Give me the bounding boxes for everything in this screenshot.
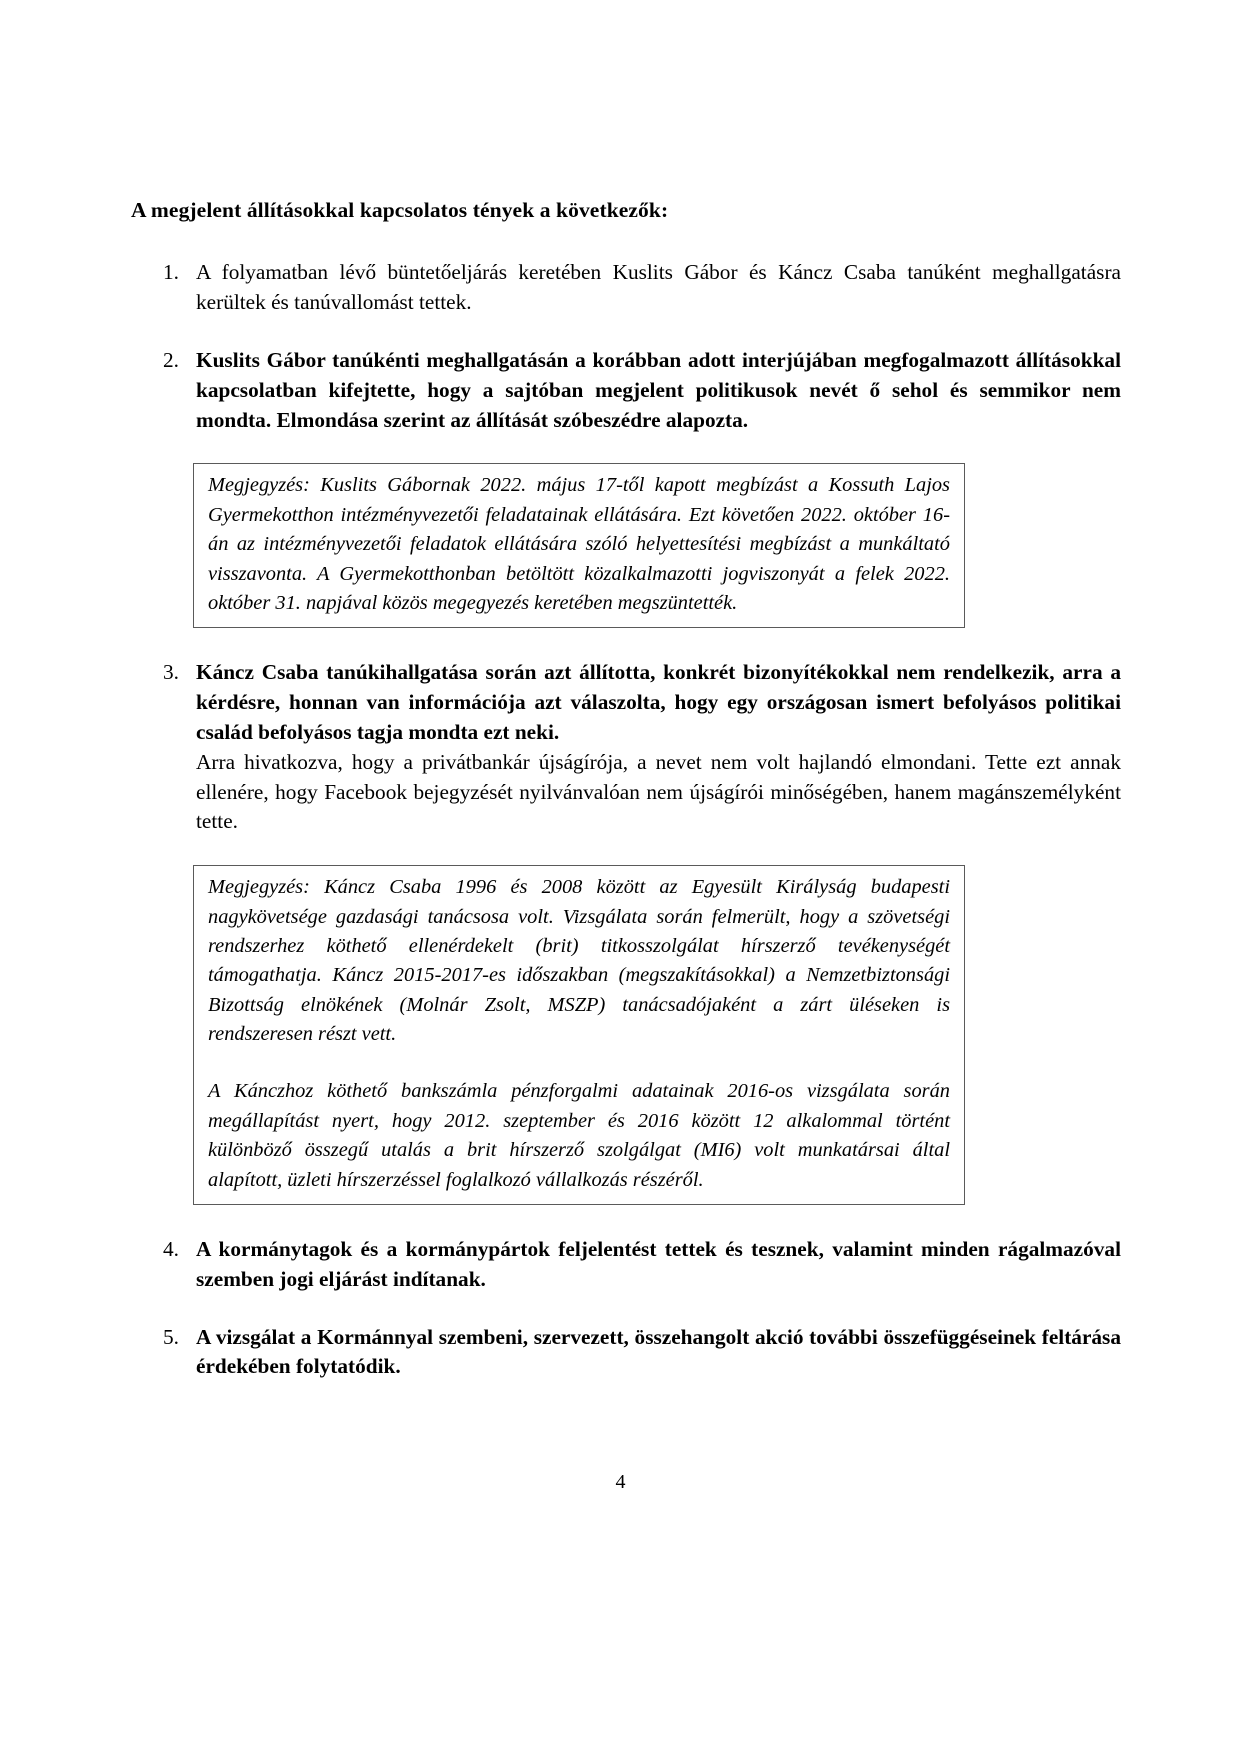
- facts-list: [131, 258, 1121, 435]
- note-box-kancz: [193, 865, 965, 1205]
- facts-list-continued-4: [131, 1235, 1121, 1382]
- note-kancz-paragraph-2: A Kánczhoz köthető bankszámla pénzforgalmi adatainak 2016-os vizsgálata során megállapítást nyert, hogy 2012. szeptember és 2016 között 12 alkalommal történt különböző összegű utalás a brit hírszerző szolgálgat (MI6) volt munkatársai által alapított, üzleti hírszerzéssel foglalkozó vállalkozás részéről.: [208, 1080, 950, 1191]
- note-kancz-paragraph-1: Megjegyzés: Káncz Csaba 1996 és 2008 között az Egyesült Királyság budapesti nagykövetsége gazdasági tanácsosa volt. Vizsgálata során felmerült, hogy a szövetségi rendszerhez köthető ellenérdekelt (brit) titkosszolgálat hírszerző tevékenységét támogathatja. Káncz 2015-2017-es időszakban (megszakításokkal) a Nemzetbiztonsági Bizottság elnökének (Molnár Zsolt, MSZP) tanácsadójaként a zárt üléseken is rendszeresen részt vett.: [208, 876, 950, 1046]
- facts-list-continued-3: [131, 658, 1121, 837]
- note-box-kuslits: [193, 463, 965, 628]
- list-item-2: [131, 346, 1121, 435]
- list-item-4: [131, 1235, 1121, 1295]
- list-item-4-text: A kormánytagok és a kormánypártok feljelentést tettek és tesznek, valamint minden rágalmazóval szemben jogi eljárást indítanak.: [196, 1236, 1121, 1291]
- list-item-3-text: Káncz Csaba tanúkihallgatása során azt állította, konkrét bizonyítékokkal nem rendelkezik, arra a kérdésre, honnan van információja azt válaszolta, hogy egy országosan ismert befolyásos politikai család befolyásos tagja mondta ezt neki.: [196, 660, 1121, 744]
- list-item-3: [131, 658, 1121, 837]
- note-box-kuslits-wrapper: [131, 463, 1121, 628]
- list-item-5-text: A vizsgálat a Kormánnyal szembeni, szervezett, összehangolt akció további összefüggéseinek feltárása érdekében folytatódik.: [196, 1324, 1121, 1379]
- list-item-1-text: A folyamatban lévő büntetőeljárás keretében Kuslits Gábor és Káncz Csaba tanúként meghallgatásra kerültek és tanúvallomást tettek.: [196, 260, 1121, 315]
- document-body: [131, 196, 1121, 1410]
- note-kuslits-paragraph-1: Megjegyzés: Kuslits Gábornak 2022. május 17-től kapott megbízást a Kossuth Lajos Gyermekotthon intézményvezetői feladatainak ellátására. Ezt követően 2022. október 16-án az intézményvezetői feladatok ellátására szóló helyettesítési megbízást a munkáltató visszavonta. A Gyermekotthonban betöltött közalkalmazotti jogviszonyát a felek 2022. október 31. napjával közös megegyezés keretében megszüntették.: [208, 474, 950, 614]
- note-box-kancz-wrapper: [131, 865, 1121, 1205]
- list-item-3-tail: Arra hivatkozva, hogy a privátbankár újságírója, a nevet nem volt hajlandó elmondani. Tette ezt annak ellenére, hogy Facebook bejegyzését nyilvánvalóan nem újságírói minőségében, hanem magánszemélyként tette.: [196, 749, 1121, 834]
- page-title: A megjelent állításokkal kapcsolatos tények a következők:: [131, 198, 669, 222]
- list-item-1: [131, 258, 1121, 318]
- list-item-2-text: Kuslits Gábor tanúkénti meghallgatásán a korábban adott interjújában megfogalmazott állításokkal kapcsolatban kifejtette, hogy a sajtóban megjelent politikusok nevét ő sehol és semmikor nem mondta. Elmondása szerint az állítását szóbeszédre alapozta.: [196, 348, 1121, 432]
- page-number: 4: [615, 1471, 626, 1493]
- list-item-5: [131, 1323, 1121, 1383]
